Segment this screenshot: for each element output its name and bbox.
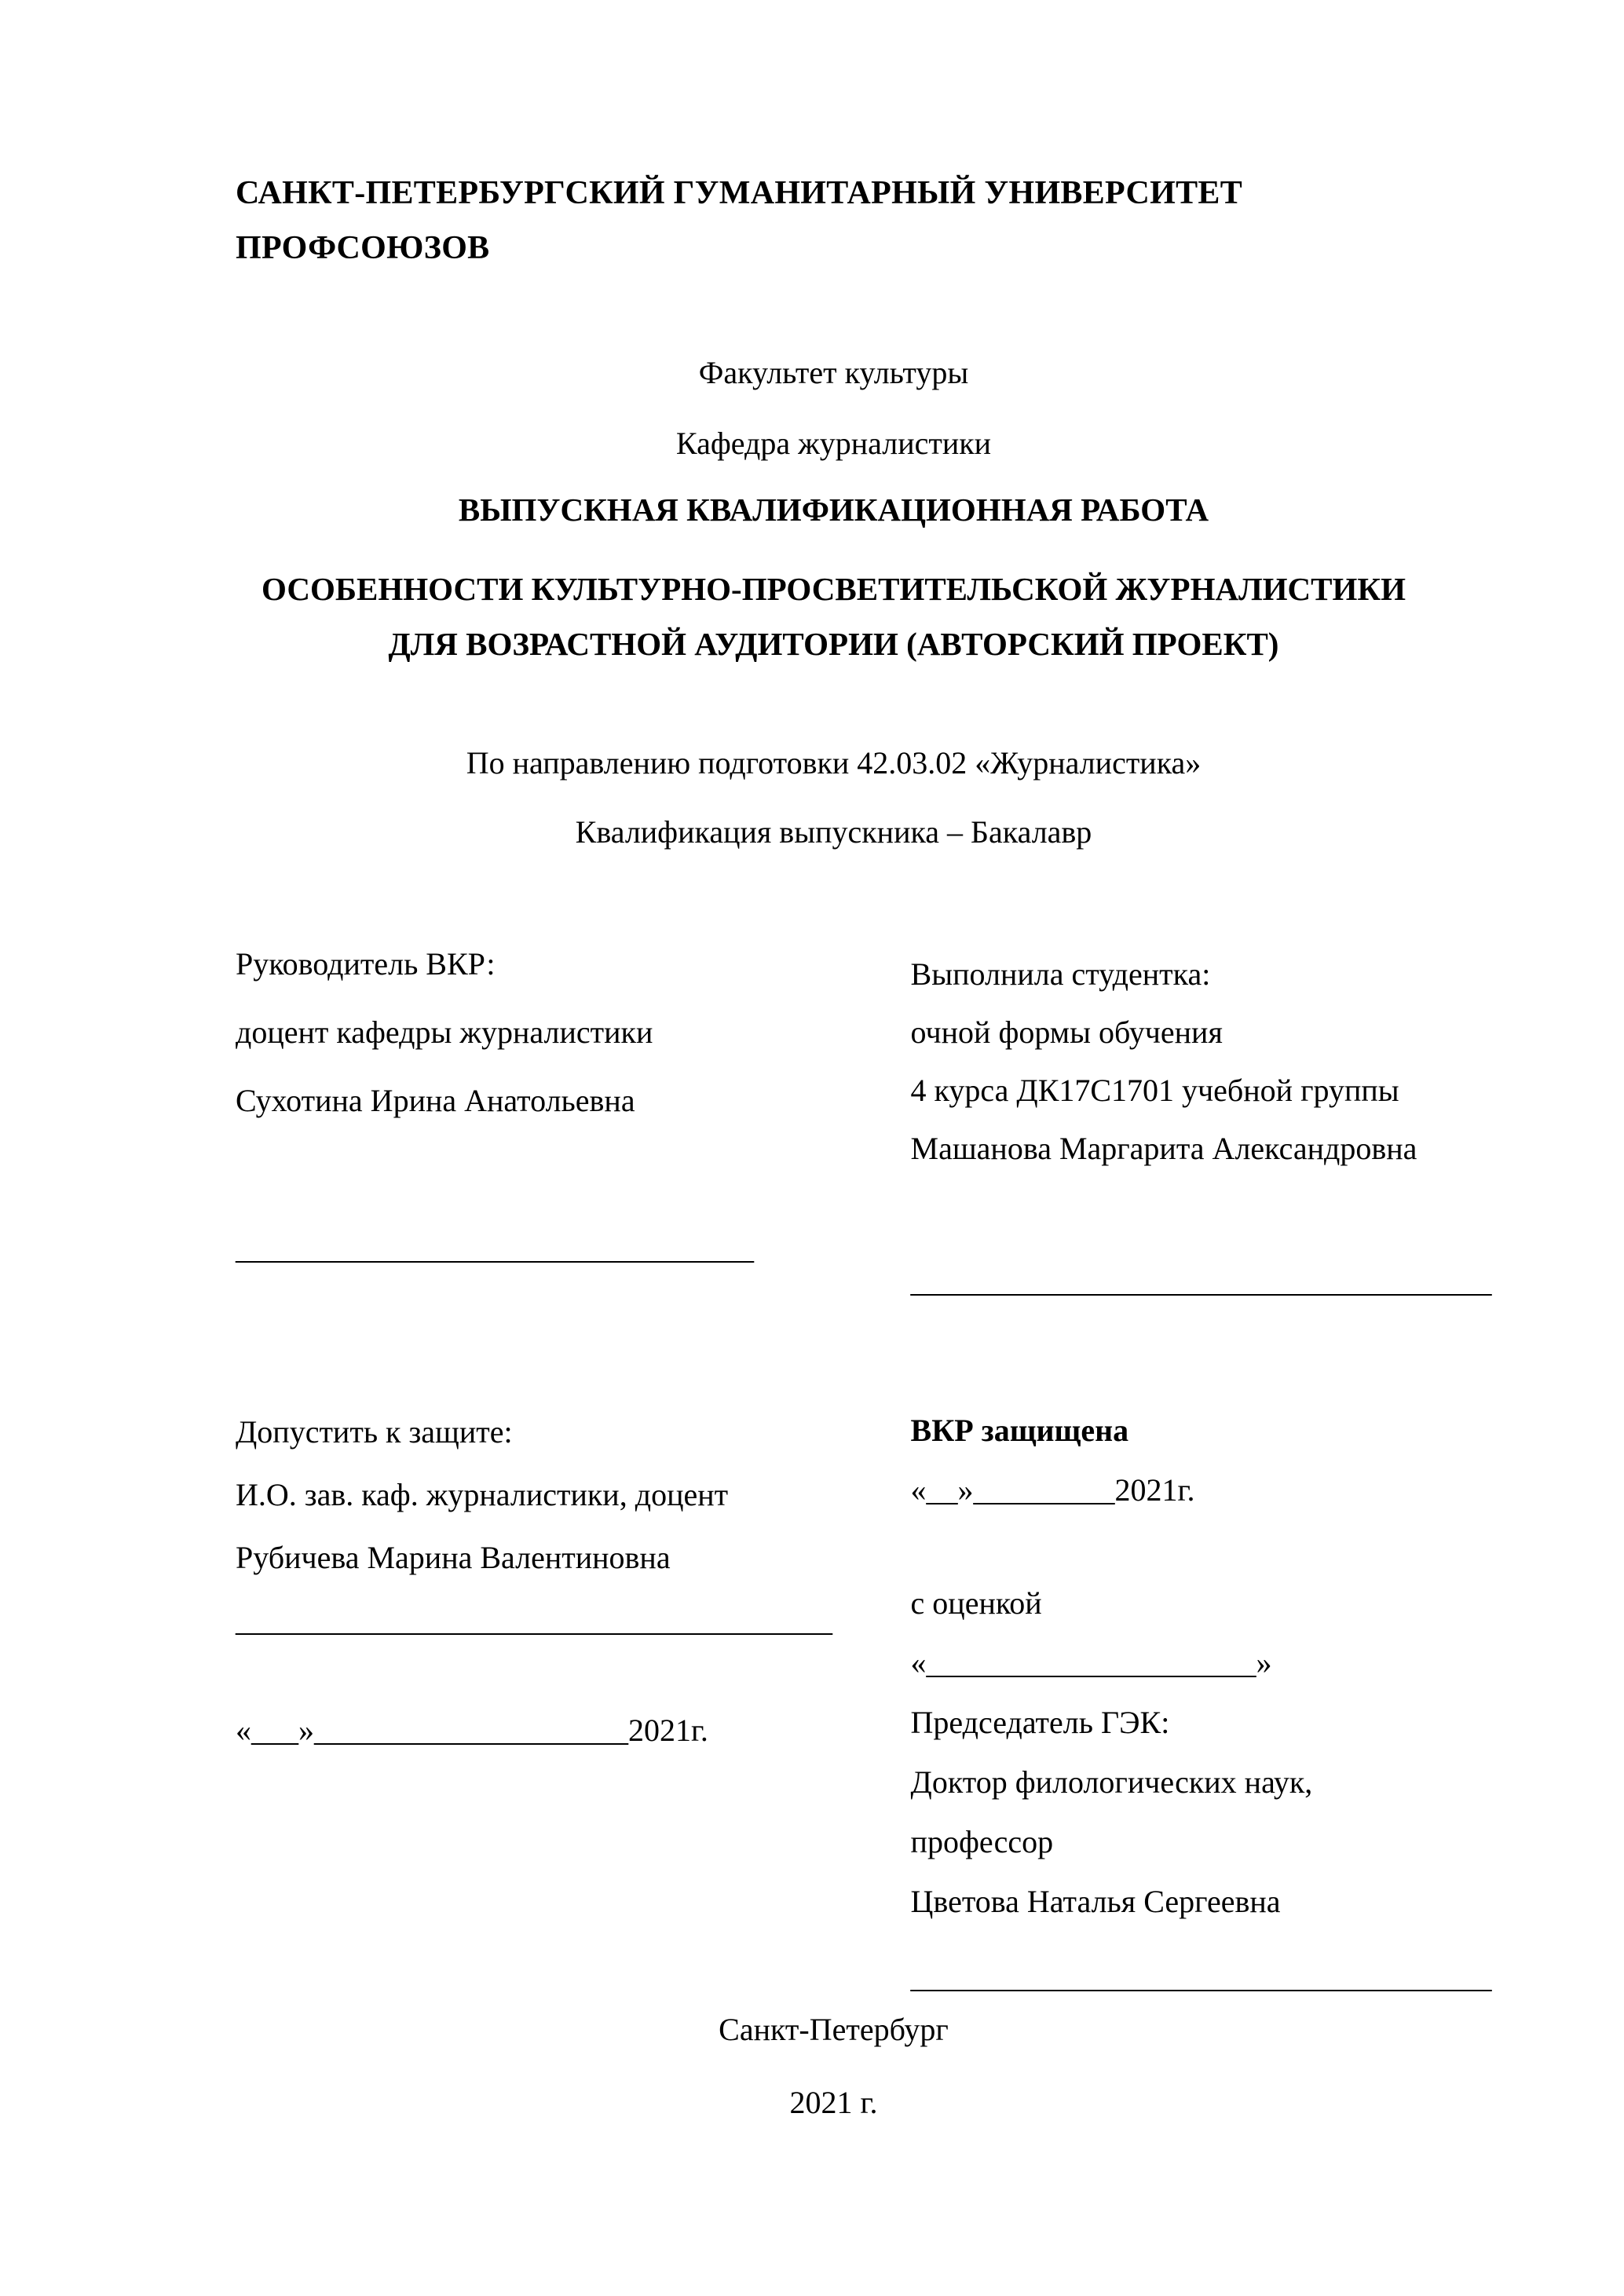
signatures-block-top <box>236 945 1534 1311</box>
qualification-line: Квалификация выпускника – Бакалавр <box>575 813 1092 850</box>
city-line: Санкт-Петербург <box>719 2011 949 2047</box>
grade-label: с оценкой <box>910 1585 1042 1621</box>
admission-date-line: «___»____________________2021г. <box>236 1712 708 1748</box>
supervisor-signature-line: _________________________________ <box>236 1230 754 1266</box>
student-study-form: очной формы обучения <box>910 1014 1223 1050</box>
student-group: 4 курса ДК17С1701 учебной группы <box>910 1072 1399 1108</box>
direction-line: По направлению подготовки 42.03.02 «Журналистика» <box>466 744 1202 781</box>
admission-column <box>236 1401 911 2007</box>
thesis-title: ОСОБЕННОСТИ КУЛЬТУРНО-ПРОСВЕТИТЕЛЬСКОЙ ЖУРНАЛИСТИКИ ДЛЯ ВОЗРАСТНОЙ АУДИТОРИИ (АВТОРСКИЙ ПРОЕКТ) <box>262 570 1406 663</box>
faculty-line: Факультет культуры <box>698 355 969 391</box>
supervisor-column <box>236 945 911 1311</box>
signatures-block-bottom <box>236 1401 1534 2007</box>
chairman-signature-line: _____________________________________ <box>910 1958 1492 1994</box>
university-name: САНКТ-ПЕТЕРБУРГСКИЙ ГУМАНИТАРНЫЙ УНИВЕРСИТЕТ ПРОФСОЮЗОВ <box>236 175 1243 266</box>
defense-date-line: «__»_________2021г. <box>910 1472 1195 1508</box>
supervisor-label: Руководитель ВКР: <box>236 945 496 982</box>
supervisor-name: Сухотина Ирина Анатольевна <box>236 1082 635 1118</box>
grade-line: «_____________________» <box>910 1644 1272 1680</box>
admission-approver-name: Рубичева Марина Валентиновна <box>236 1539 671 1575</box>
admission-label: Допустить к защите: <box>236 1413 513 1450</box>
supervisor-position: доцент кафедры журналистики <box>236 1014 653 1050</box>
admission-signature-line: ______________________________________ <box>236 1602 832 1638</box>
defense-column <box>911 1401 1534 2007</box>
work-type-heading: ВЫПУСКНАЯ КВАЛИФИКАЦИОННАЯ РАБОТА <box>458 492 1209 528</box>
department-line: Кафедра журналистики <box>675 426 992 462</box>
student-label: Выполнила студентка: <box>910 956 1211 992</box>
year-line: 2021 г. <box>789 2084 878 2120</box>
chairman-degree: Доктор филологических наук, профессор <box>910 1764 1313 1859</box>
gek-chairman-label: Председатель ГЭК: <box>910 1704 1170 1740</box>
defense-status-label: ВКР защищена <box>910 1412 1129 1448</box>
admission-approver-position: И.О. зав. каф. журналистики, доцент <box>236 1476 729 1512</box>
student-name: Машанова Маргарита Александровна <box>910 1130 1417 1166</box>
chairman-name: Цветова Наталья Сергеевна <box>910 1883 1281 1919</box>
student-signature-line: _____________________________________ <box>910 1263 1492 1299</box>
student-column <box>911 945 1534 1311</box>
